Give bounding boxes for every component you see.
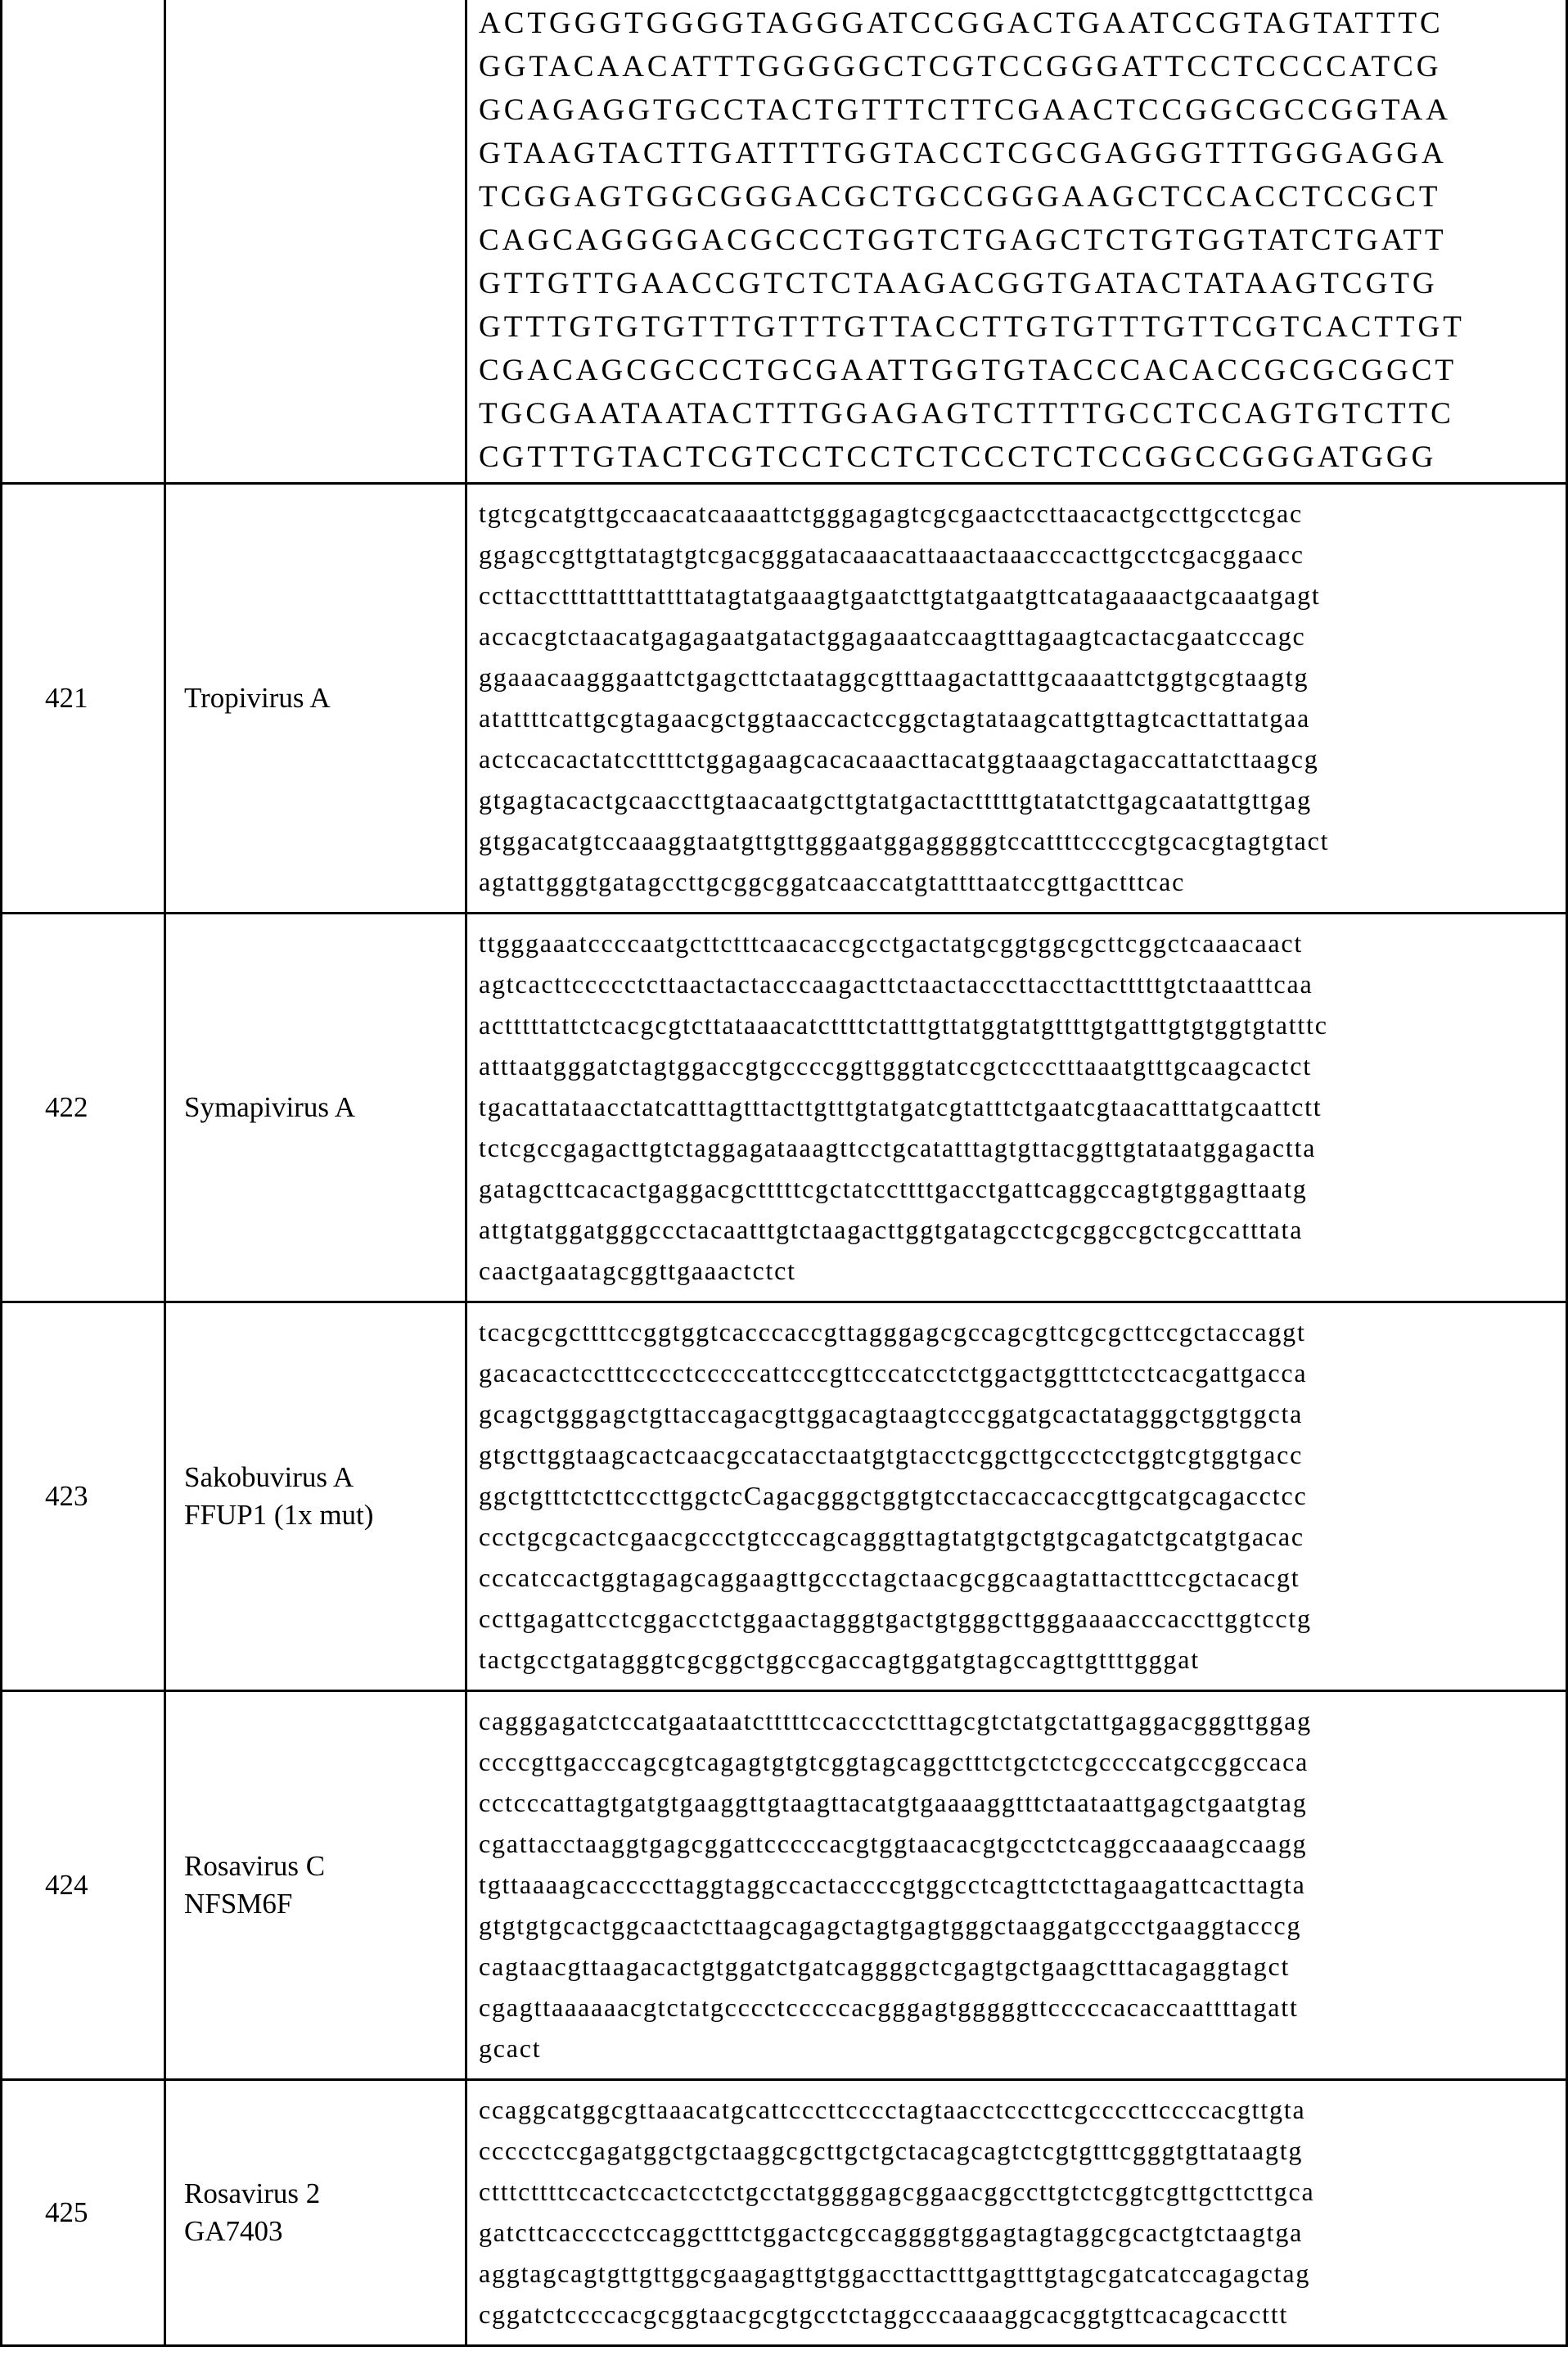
virus-name-line: NFSM6F [184,1888,293,1920]
virus-name-cell [164,0,465,482]
sequence-line: gtgagtacactgcaaccttgtaacaatgcttgtatgactactttttgtatatcttgagcaatattgttgag [479,785,1312,814]
sequence-line: aggtagcagtgttgttggcgaagagttgtggaccttactttgagtttgtagcgatcatccagagctag [479,2258,1311,2288]
sequence-line: GGTACAACATTTGGGGGCTCGTCCGGGATTCCTCCCCATCG [479,50,1442,83]
sequence-id-label: 424 [45,1869,88,1901]
virus-name-cell [164,1692,465,2078]
sequence-id-cell [2,485,164,912]
virus-name-line: Symapivirus A [184,1091,356,1123]
sequence-line: cccatccactggtagagcaggaagttgccctagctaacgcggcaagtattactttccgctacacgt [479,1563,1300,1592]
sequence-line: ccctgcgcactcgaacgccctgtcccagcagggttagtatgtgctgtgcagatctgcatgtgacac [479,1522,1304,1551]
sequence-line: CGTTTGTACTCGTCCTCCTCTCCCTCTCCGGCCGGGATGGG [479,440,1437,474]
sequence-line: ccaggcatggcgttaaacatgcattcccttcccctagtaacctcccttcgccccttccccacgttgta [479,2095,1306,2124]
sequence-line: gacacactcctttcccctcccccattcccgttcccatcctctggactggtttctcctcacgattgacca [479,1358,1308,1388]
sequence-id-label: 423 [45,1480,88,1512]
sequence-line: cctcccattagtgatgtgaaggttgtaagttacatgtgaaaaggtttctaataattgagctgaatgtag [479,1788,1308,1817]
sequence-line: agtattgggtgatagccttgcggcggatcaaccatgtattttaatccgttgactttcac [479,867,1186,896]
sequence-line: ggctgtttctcttcccttggctcCagacgggctggtgtcctaccaccaccgttgcatgcagacctcc [479,1481,1308,1510]
sequence-id-cell [2,1692,164,2078]
sequence-line: gtggacatgtccaaaggtaatgttgttgggaatggagggggtccattttccccgtgcacgtagtgtact [479,826,1330,855]
sequence-row [2,2081,1566,2347]
sequence-text-cell [465,1692,1566,2078]
sequence-line: gatcttcacccctccaggctttctggactcgccaggggtggagtagtaggcgcactgtctaagtga [479,2218,1304,2247]
sequence-line: GTTGTTGAACCGTCTCTAAGACGGTGATACTATAAGTCGTG [479,267,1438,300]
sequence-line: tcacgcgcttttccggtggtcacccaccgttagggagcgccagcgttcgcgcttccgctaccaggt [479,1317,1306,1347]
sequence-line: ttgggaaatccccaatgcttctttcaacaccgcctgactatgcggtggcgcttcggctcaaacaact [479,928,1304,958]
virus-name-cell [164,914,465,1301]
sequence-line: ccccgttgacccagcgtcagagtgtgtcggtagcaggctttctgctctcgccccatgccggccaca [479,1747,1309,1776]
sequence-text-cell [465,485,1566,912]
sequence-line: GCAGAGGTGCCTACTGTTTCTTCGAACTCCGGCGCCGGTAA [479,93,1451,127]
sequence-line: gatagcttcacactgaggacgctttttcgctatccttttgacctgattcaggccagtgtggagttaatg [479,1174,1308,1203]
sequence-line: gtgtgtgcactggcaactcttaagcagagctagtgagtgggctaaggatgccctgaaggtacccg [479,1911,1302,1940]
sequence-line: tgtcgcatgttgccaacatcaaaattctgggagagtcgcgaactccttaacactgccttgcctcgac [479,499,1304,528]
sequence-id-cell [2,914,164,1301]
sequence-text-cell [465,0,1566,482]
sequence-line: cggatctccccacgcggtaacgcgtgcctctaggcccaaaaggcacggtgttcacagcaccttt [479,2299,1289,2329]
sequence-line: tctcgccgagacttgtctaggagataaagttcctgcatatttagtgttacggttgtataatggagactta [479,1133,1317,1162]
sequence-line: gcagctgggagctgttaccagacgttggacagtaagtcccggatgcactatagggctggtggcta [479,1399,1304,1428]
sequence-line: cgagttaaaaaacgtctatgcccctcccccacgggagtgggggttcccccacaccaattttagatt [479,1992,1299,2022]
sequence-id-cell [2,0,164,482]
sequence-line: agtcacttccccctcttaactactacccaagacttctaactacccttaccttactttttgtctaaatttcaa [479,969,1313,999]
sequence-line: actttttattctcacgcgtcttataaacatcttttctatttgttatggtatgttttgtgatttgtgtggtgtatttc [479,1010,1328,1040]
sequence-line: cagtaacgttaagacactgtggatctgatcaggggctcgagtgctgaagctttacagaggtagct [479,1952,1291,1981]
sequence-line: atattttcattgcgtagaacgctggtaaccactccggctagtataagcattgttagtcacttattatgaa [479,703,1311,733]
sequence-row [2,914,1566,1303]
sequence-line: ccttgagattcctcggacctctggaactagggtgactgtgggcttgggaaaacccaccttggtcctg [479,1604,1312,1633]
sequence-row [2,1303,1566,1692]
sequence-id-cell [2,2081,164,2344]
sequence-line: gcact [479,2033,542,2063]
sequence-line: actccacactatccttttctggagaagcacacaaacttacatggtaaagctagaccattatcttaagcg [479,744,1319,774]
sequence-line: ctttcttttccactccactcctctgcctatggggagcggaacggccttgtctcggtcgttgcttcttgca [479,2177,1315,2206]
sequence-line: tactgcctgatagggtcgcggctggccgaccagtggatgtagccagttgttttgggat [479,1645,1200,1674]
sequence-line: cgattacctaaggtgagcggattcccccacgtggtaacacgtgcctctcaggccaaaagccaagg [479,1829,1308,1858]
sequence-line: ccttaccttttattttattttatagtatgaaagtgaatcttgtatgaatgttcatagaaaactgcaaatgagt [479,580,1321,610]
sequence-line: GTAAGTACTTGATTTTGGTACCTCGCGAGGGTTTGGGAGGA [479,137,1447,170]
sequence-text-cell [465,2081,1566,2344]
sequence-id-cell [2,1303,164,1690]
virus-name-line: Tropivirus A [184,682,331,714]
virus-name-line: Rosavirus C [184,1850,326,1882]
sequence-line: gtgcttggtaagcactcaacgccatacctaatgtgtacctcggcttgccctcctggtcgtggtgacc [479,1440,1304,1469]
sequence-line: GTTTGTGTGTTTGTTTGTTACCTTGTGTTTGTTCGTCACTTGT [479,310,1465,344]
sequence-line: attgtatggatgggccctacaatttgtctaagacttggtgatagcctcgcggccgctcgccatttata [479,1215,1304,1244]
sequence-row [2,1692,1566,2081]
virus-name-line: FFUP1 (1x mut) [184,1499,374,1531]
sequence-line: ggagccgttgttatagtgtcgacgggatacaaacattaaactaaacccacttgcctcgacggaacc [479,539,1304,569]
sequence-text-cell [465,1303,1566,1690]
sequence-line: CAGCAGGGGACGCCCTGGTCTGAGCTCTGTGGTATCTGATT [479,223,1447,257]
sequence-line: cagggagatctccatgaataatctttttccaccctctttagcgtctatgctattgaggacgggttggag [479,1706,1312,1735]
sequence-row [2,0,1566,485]
virus-name-cell [164,1303,465,1690]
sequence-line: TCGGAGTGGCGGGACGCTGCCGGGAAGCTCCACCTCCGCT [479,180,1441,214]
sequence-id-label: 421 [45,682,88,714]
sequence-line: tgttaaaagcaccccttaggtaggccactaccccgtggcctcagttctcttagaagattcacttagta [479,1870,1306,1899]
sequence-line: atttaatgggatctagtggaccgtgccccggttgggtatccgctccctttaaatgtttgcaagcactct [479,1051,1312,1081]
sequence-row [2,485,1566,914]
sequence-line: caactgaatagcggttgaaactctct [479,1256,796,1285]
sequence-line: ACTGGGTGGGGTAGGGATCCGGACTGAATCCGTAGTATTTC [479,7,1444,40]
sequence-line: ggaaacaagggaattctgagcttctaataggcgtttaagactatttgcaaaattctggtgcgtaagtg [479,662,1309,692]
sequence-id-label: 425 [45,2196,88,2228]
virus-name-line: Rosavirus 2 [184,2177,321,2209]
sequence-id-label: 422 [45,1091,88,1123]
sequence-line: ccccctccgagatggctgctaaggcgcttgctgctacagcagtctcgtgtttcgggtgttataagtg [479,2136,1304,2165]
sequence-line: accacgtctaacatgagagaatgatactggagaaatccaagtttagaagtcactacgaatcccagc [479,621,1306,651]
sequence-line: tgacattataacctatcatttagtttacttgtttgtatgatcgtatttctgaatcgtaacatttatgcaattctt [479,1092,1322,1121]
sequence-line: TGCGAATAATACTTTGGAGAGTCTTTTGCCTCCAGTGTCTTC [479,397,1454,431]
virus-name-line: GA7403 [184,2215,283,2247]
sequence-text-cell [465,914,1566,1301]
virus-name-line: Sakobuvirus A [184,1461,354,1493]
sequence-line: CGACAGCGCCCTGCGAATTGGTGTACCCACACCGCGCGGCT [479,354,1458,387]
virus-name-cell [164,485,465,912]
virus-name-cell [164,2081,465,2344]
